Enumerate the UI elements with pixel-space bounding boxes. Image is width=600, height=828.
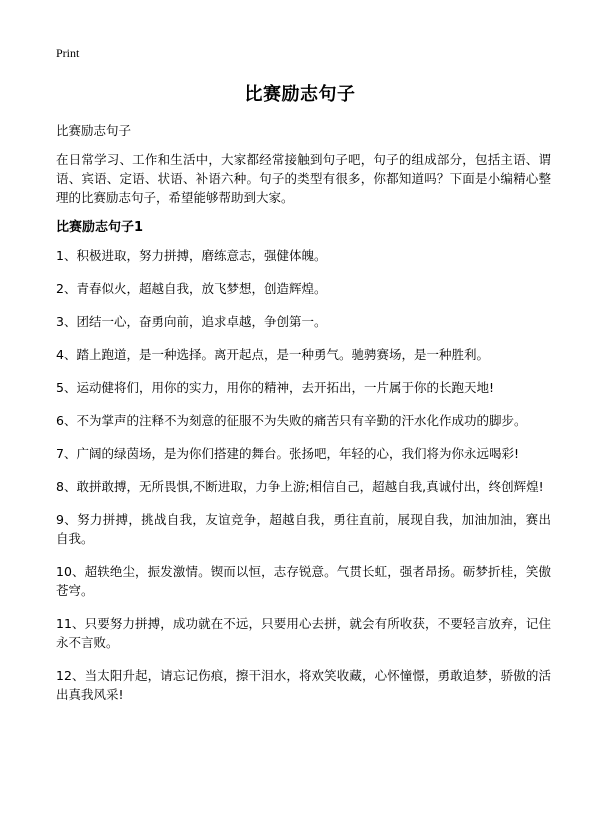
print-link[interactable]: Print	[56, 46, 80, 60]
list-item: 8、敢拼敢搏，无所畏惧,不断进取，力争上游;相信自己，超越自我,真诚付出，终创辉煌!	[56, 479, 544, 494]
list-item: 6、不为掌声的注释不为刻意的征服不为失败的痛苦只有辛勤的汗水化作成功的脚步。	[56, 413, 527, 428]
list-item: 9、努力拼搏，挑战自我，友谊竞争，超越自我，勇往直前，展现自我，加油加油，赛出自我。	[56, 512, 551, 546]
page-title: 比赛励志句子	[244, 84, 356, 105]
list-item: 5、运动健将们，用你的实力，用你的精神，去开拓出，一片属于你的长跑天地!	[56, 380, 494, 395]
list-item: 7、广阔的绿茵场，是为你们搭建的舞台。张扬吧，年轻的心，我们将为你永远喝彩!	[56, 446, 519, 461]
list-item: 10、超轶绝尘，振发激情。锲而以恒，志存锐意。气贯长虹，强者昂扬。砺梦折桂，笑傲苍穹。	[56, 564, 551, 598]
intro-paragraph: 在日常学习、工作和生活中，大家都经常接触到句子吧，句子的组成部分，包括主语、谓语、宾语、定语、状语、补语六种。句子的类型有很多，你都知道吗？下面是小编精心整理的比赛励志句子，希望能够帮助到大家。	[56, 152, 551, 205]
list-item: 1、积极进取，努力拼搏，磨练意志，强健体魄。	[56, 248, 327, 263]
list-item: 3、团结一心，奋勇向前，追求卓越，争创第一。	[56, 314, 327, 329]
list-item: 12、当太阳升起，请忘记伤痕，擦干泪水，将欢笑收藏，心怀憧憬，勇敢追梦，骄傲的活出真我风采!	[56, 668, 551, 702]
list-item: 4、踏上跑道，是一种选择。离开起点，是一种勇气。驰骋赛场，是一种胜利。	[56, 347, 489, 362]
list-item: 2、青春似火，超越自我，放飞梦想，创造辉煌。	[56, 281, 327, 296]
list-item: 11、只要努力拼搏，成功就在不远，只要用心去拼，就会有所收获，不要轻言放弃，记住永不言败。	[56, 616, 551, 650]
sentence-list	[56, 246, 551, 718]
subtitle: 比赛励志句子	[56, 123, 132, 138]
section-heading: 比赛励志句子1	[56, 220, 144, 235]
